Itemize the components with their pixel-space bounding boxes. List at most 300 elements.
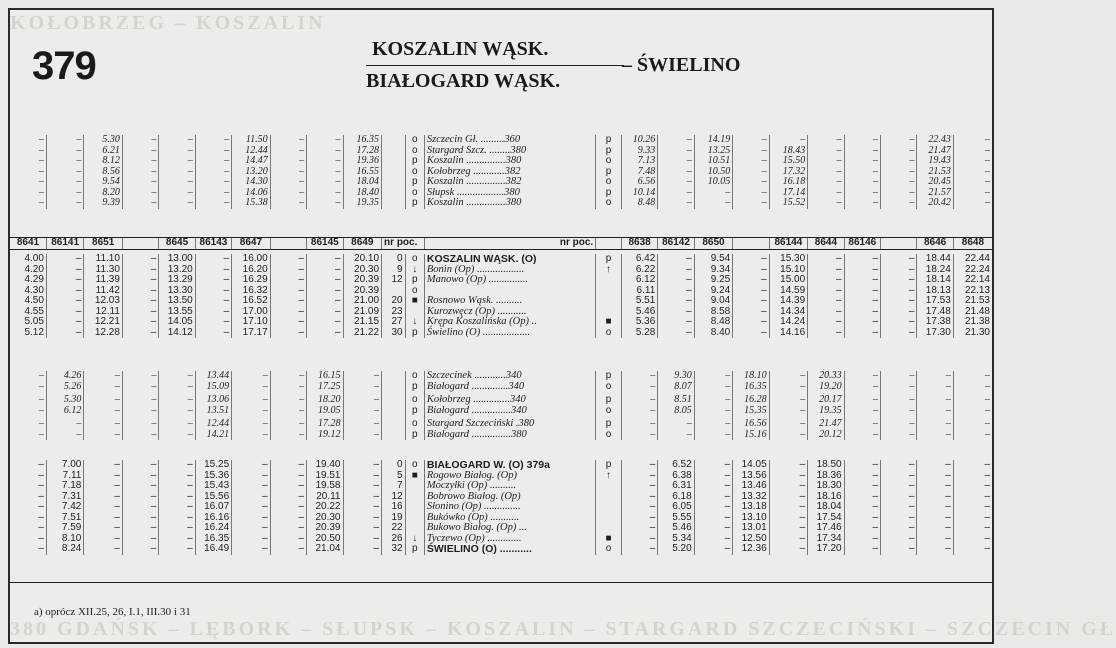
station-name: Białogard ..............340 <box>424 382 595 393</box>
time-cell: 6.42 <box>621 254 657 265</box>
station-name: Kołobrzeg ............382 <box>424 167 595 178</box>
time-cell: – <box>881 156 917 167</box>
time-cell: – <box>122 146 158 157</box>
time-cell: – <box>769 392 808 406</box>
time-cell: 15.38 <box>232 198 271 209</box>
direction-marker: o <box>596 177 622 188</box>
time-cell: – <box>881 544 917 555</box>
station-name: Słonino (Op) .............. <box>424 502 595 513</box>
direction-marker: o <box>405 416 424 430</box>
time-cell: 18.50 <box>808 460 844 471</box>
time-cell: 22.13 <box>953 286 992 297</box>
time-cell: – <box>844 492 880 503</box>
time-cell: – <box>881 135 917 146</box>
time-cell: – <box>658 188 694 199</box>
time-cell: 8.58 <box>694 307 733 318</box>
time-cell: 14.39 <box>769 296 808 307</box>
time-cell: – <box>917 471 953 482</box>
time-cell: 22.43 <box>917 135 953 146</box>
time-cell: – <box>159 135 195 146</box>
time-cell: 7.42 <box>46 502 83 513</box>
direction-marker: o <box>596 406 622 417</box>
time-cell: – <box>694 471 733 482</box>
table-row <box>10 481 992 492</box>
time-cell: 15.30 <box>769 254 808 265</box>
time-cell: 16.32 <box>232 286 271 297</box>
time-cell: – <box>953 430 992 441</box>
km-cell <box>382 188 406 199</box>
time-cell: – <box>844 265 880 276</box>
time-cell: – <box>808 135 844 146</box>
time-cell: – <box>270 481 306 492</box>
time-cell: 17.32 <box>769 167 808 178</box>
train-number <box>733 238 769 250</box>
time-cell: – <box>844 471 880 482</box>
time-cell: 5.34 <box>658 534 694 545</box>
time-cell: – <box>122 492 158 503</box>
time-cell: 12.28 <box>84 328 123 339</box>
time-cell: 12.11 <box>84 307 123 318</box>
time-cell: – <box>159 156 195 167</box>
direction-marker <box>405 502 424 513</box>
time-cell: 21.47 <box>808 416 844 430</box>
time-cell: – <box>343 382 382 393</box>
time-cell: 5.05 <box>24 316 44 327</box>
direction-marker: ↑ <box>596 471 622 482</box>
time-cell: – <box>917 513 953 524</box>
time-cell: – <box>307 177 343 188</box>
time-cell: 17.28 <box>307 416 343 430</box>
time-cell: – <box>270 296 306 307</box>
time-cell: – <box>881 492 917 503</box>
time-cell: – <box>307 156 343 167</box>
time-cell: – <box>38 404 44 416</box>
time-cell: 17.14 <box>769 188 808 199</box>
time-cell: – <box>881 328 917 339</box>
time-cell: – <box>38 501 44 512</box>
time-cell: 15.52 <box>769 198 808 209</box>
time-cell: – <box>232 471 271 482</box>
time-cell: – <box>270 328 306 339</box>
time-cell: – <box>84 371 123 382</box>
direction-marker: p <box>405 156 424 167</box>
time-cell: – <box>270 286 306 297</box>
time-cell: – <box>621 492 657 503</box>
time-cell: – <box>343 371 382 382</box>
time-cell: 16.52 <box>232 296 271 307</box>
time-cell: 17.00 <box>232 307 271 318</box>
time-cell: 16.00 <box>232 254 271 265</box>
train-number: 8641 <box>10 238 46 250</box>
time-cell: – <box>733 328 769 339</box>
time-cell: 21.04 <box>307 544 343 555</box>
time-cell: – <box>159 460 195 471</box>
time-cell: – <box>38 370 44 381</box>
time-cell: – <box>621 502 657 513</box>
time-cell: 10.14 <box>621 188 657 199</box>
direction-marker: ↑ <box>596 265 622 276</box>
time-cell: – <box>953 167 992 178</box>
time-cell: – <box>38 197 44 208</box>
time-cell: – <box>270 523 306 534</box>
station-name: Koszalin ...............382 <box>424 177 595 188</box>
time-cell: 13.32 <box>733 492 769 503</box>
station-name: Bonin (Op) .................. <box>424 265 595 276</box>
time-cell: 6.31 <box>658 481 694 492</box>
train-number: 86146 <box>844 238 880 250</box>
time-cell: – <box>769 513 808 524</box>
time-cell: – <box>270 146 306 157</box>
time-cell: – <box>953 382 992 393</box>
train-number: 8648 <box>953 238 992 250</box>
time-cell: 20.30 <box>343 265 382 276</box>
train-number-label <box>596 238 622 250</box>
time-cell: – <box>122 406 158 417</box>
time-cell: – <box>621 416 657 430</box>
time-cell: – <box>270 167 306 178</box>
time-cell: – <box>270 177 306 188</box>
time-cell: – <box>808 167 844 178</box>
time-cell: 11.30 <box>84 265 123 276</box>
time-cell: – <box>808 188 844 199</box>
time-cell: – <box>270 188 306 199</box>
time-cell: – <box>953 406 992 417</box>
time-cell: 16.16 <box>195 513 231 524</box>
station-name: Szczecinek ............340 <box>424 371 595 382</box>
km-cell: 7 <box>382 481 406 492</box>
time-cell: 9.30 <box>658 371 694 382</box>
time-cell: 20.50 <box>307 534 343 545</box>
time-cell: – <box>307 198 343 209</box>
time-cell: – <box>38 165 44 177</box>
time-cell: – <box>159 382 195 393</box>
time-cell: 11.50 <box>232 135 271 146</box>
time-cell: – <box>769 382 808 393</box>
time-cell: – <box>46 188 83 199</box>
time-cell: – <box>917 534 953 545</box>
direction-marker: o <box>405 254 424 265</box>
time-cell: – <box>122 392 158 406</box>
time-cell: – <box>621 392 657 406</box>
time-cell: – <box>621 523 657 534</box>
time-cell: – <box>46 416 83 430</box>
time-cell: – <box>232 416 271 430</box>
time-cell: – <box>122 198 158 209</box>
time-cell: 13.51 <box>195 406 231 417</box>
time-cell: – <box>621 460 657 471</box>
direction-marker: ■ <box>596 317 622 328</box>
time-cell: 20.12 <box>808 430 844 441</box>
time-cell: 8.56 <box>84 167 123 178</box>
time-cell: – <box>38 155 44 166</box>
direction-marker: o <box>405 146 424 157</box>
time-cell: – <box>232 481 271 492</box>
time-cell: 9.39 <box>84 198 123 209</box>
time-cell: – <box>658 430 694 441</box>
time-cell: – <box>270 460 306 471</box>
table-row <box>10 502 992 513</box>
table-row <box>10 317 992 328</box>
time-cell: – <box>307 167 343 178</box>
time-cell: 19.40 <box>307 460 343 471</box>
time-cell: – <box>658 177 694 188</box>
time-cell: 9.54 <box>84 177 123 188</box>
train-number <box>270 238 306 250</box>
time-cell: – <box>159 523 195 534</box>
time-cell: 13.10 <box>733 513 769 524</box>
table-row <box>10 296 992 307</box>
time-cell: 7.11 <box>46 471 83 482</box>
time-cell: 13.20 <box>159 265 195 276</box>
direction-marker: p <box>596 460 622 471</box>
time-cell: – <box>195 275 231 286</box>
time-cell: – <box>881 286 917 297</box>
time-cell: 18.30 <box>808 481 844 492</box>
time-cell: – <box>881 406 917 417</box>
time-cell: – <box>844 544 880 555</box>
time-cell: – <box>159 167 195 178</box>
time-cell: – <box>195 307 231 318</box>
station-name: Krępa Koszalińska (Op) .. <box>424 317 595 328</box>
time-cell: – <box>881 523 917 534</box>
station-name: Tyczewo (Op) ............. <box>424 534 595 545</box>
time-cell: 12.50 <box>733 534 769 545</box>
time-cell: – <box>84 544 123 555</box>
time-cell: – <box>953 471 992 482</box>
time-cell: – <box>808 177 844 188</box>
time-cell: – <box>881 167 917 178</box>
time-cell: 13.00 <box>159 254 195 265</box>
time-cell: – <box>343 481 382 492</box>
time-cell: – <box>881 481 917 492</box>
time-cell: – <box>122 296 158 307</box>
time-cell: – <box>270 307 306 318</box>
time-cell: – <box>307 146 343 157</box>
time-cell: – <box>769 430 808 441</box>
time-cell: – <box>122 481 158 492</box>
time-cell: 8.07 <box>658 382 694 393</box>
time-cell: – <box>808 286 844 297</box>
time-cell: 6.12 <box>46 406 83 417</box>
direction-marker: ↓ <box>405 534 424 545</box>
time-cell: – <box>270 502 306 513</box>
direction-marker: o <box>596 544 622 555</box>
time-cell: – <box>122 523 158 534</box>
km-cell: 27 <box>382 317 406 328</box>
time-cell: 13.25 <box>694 146 733 157</box>
time-cell: – <box>917 523 953 534</box>
time-cell: 9.34 <box>694 265 733 276</box>
time-cell: – <box>232 502 271 513</box>
direction-marker <box>596 481 622 492</box>
time-cell: – <box>733 156 769 167</box>
time-cell: – <box>159 198 195 209</box>
time-cell: – <box>38 459 44 470</box>
time-cell: 8.10 <box>46 534 83 545</box>
time-cell: – <box>694 523 733 534</box>
time-cell: 19.58 <box>307 481 343 492</box>
time-cell: – <box>84 430 123 441</box>
km-cell <box>382 156 406 167</box>
time-cell: – <box>46 328 83 339</box>
km-cell: 9 <box>382 265 406 276</box>
time-cell: 7.13 <box>621 156 657 167</box>
time-cell: – <box>270 392 306 406</box>
time-cell: – <box>844 328 880 339</box>
time-cell: 15.25 <box>195 460 231 471</box>
direction-marker: o <box>596 328 622 339</box>
time-cell: 22.44 <box>953 254 992 265</box>
time-cell: 19.20 <box>808 382 844 393</box>
time-cell: – <box>307 254 343 265</box>
table-row <box>10 198 992 209</box>
time-cell: – <box>953 198 992 209</box>
time-cell: 5.30 <box>84 135 123 146</box>
time-cell: – <box>307 265 343 276</box>
time-cell: – <box>769 544 808 555</box>
time-cell: – <box>307 307 343 318</box>
time-cell: 17.46 <box>808 523 844 534</box>
time-cell: – <box>733 135 769 146</box>
time-cell: – <box>844 156 880 167</box>
time-cell: – <box>658 254 694 265</box>
time-cell: – <box>159 492 195 503</box>
direction-marker: ■ <box>596 534 622 545</box>
table-row <box>10 544 992 555</box>
time-cell: 5.12 <box>24 326 44 338</box>
time-cell: – <box>122 534 158 545</box>
time-cell: – <box>844 286 880 297</box>
time-cell: 9.25 <box>694 275 733 286</box>
km-cell: 19 <box>382 513 406 524</box>
table-row <box>10 328 992 339</box>
train-number: 8645 <box>159 238 195 250</box>
station-name: KOSZALIN WĄSK. (O) <box>424 254 595 265</box>
time-cell: – <box>84 513 123 524</box>
time-cell: 16.35 <box>195 534 231 545</box>
time-cell: 19.51 <box>307 471 343 482</box>
time-cell: 20.22 <box>307 502 343 513</box>
time-cell: – <box>844 135 880 146</box>
train-number: 86143 <box>195 238 231 250</box>
time-cell: – <box>658 265 694 276</box>
time-cell: – <box>733 177 769 188</box>
time-cell: 21.00 <box>343 296 382 307</box>
time-cell: – <box>621 430 657 441</box>
time-cell: – <box>953 416 992 430</box>
table-bottom-rule <box>10 582 992 583</box>
direction-marker: o <box>596 430 622 441</box>
time-cell: – <box>694 544 733 555</box>
time-cell: – <box>808 317 844 328</box>
time-cell: 12.36 <box>733 544 769 555</box>
direction-marker: ■ <box>405 471 424 482</box>
station-name: Białogard ...............380 <box>424 430 595 441</box>
time-cell: – <box>38 522 44 533</box>
time-cell: – <box>844 167 880 178</box>
time-cell: 11.42 <box>84 286 123 297</box>
time-cell: – <box>195 188 231 199</box>
time-cell: – <box>953 523 992 534</box>
time-cell: 14.19 <box>694 135 733 146</box>
direction-marker: o <box>405 167 424 178</box>
direction-marker: p <box>405 430 424 441</box>
time-cell: 20.45 <box>917 177 953 188</box>
time-cell: – <box>881 198 917 209</box>
km-cell <box>382 382 406 393</box>
km-cell: 12 <box>382 275 406 286</box>
time-cell: – <box>881 307 917 318</box>
time-cell: – <box>159 392 195 406</box>
km-cell: 12 <box>382 492 406 503</box>
time-cell: – <box>881 430 917 441</box>
station-name: BIAŁOGARD W. (O) 379a <box>424 460 595 471</box>
km-cell <box>382 167 406 178</box>
time-cell: – <box>808 254 844 265</box>
time-cell: – <box>917 492 953 503</box>
time-cell: – <box>881 146 917 157</box>
time-cell: 17.54 <box>808 513 844 524</box>
direction-marker: o <box>405 392 424 406</box>
time-cell: – <box>881 296 917 307</box>
time-cell: 13.30 <box>159 286 195 297</box>
direction-marker: o <box>405 286 424 297</box>
time-cell: – <box>881 371 917 382</box>
time-cell: 5.55 <box>658 513 694 524</box>
station-name: Koszalin ...............380 <box>424 198 595 209</box>
station-name: Stargard Szcz. ........380 <box>424 146 595 157</box>
time-cell: 14.12 <box>159 328 195 339</box>
time-cell: 21.53 <box>953 296 992 307</box>
time-cell: – <box>270 371 306 382</box>
time-cell: – <box>844 523 880 534</box>
time-cell: – <box>122 286 158 297</box>
time-cell: 17.20 <box>808 544 844 555</box>
time-cell: – <box>122 275 158 286</box>
train-number: 8647 <box>232 238 271 250</box>
direction-marker: o <box>405 371 424 382</box>
km-cell <box>382 392 406 406</box>
time-cell: 6.05 <box>658 502 694 513</box>
time-cell: – <box>270 135 306 146</box>
station-name: Białogard ...............340 <box>424 406 595 417</box>
time-cell: – <box>159 177 195 188</box>
direction-marker: p <box>405 275 424 286</box>
time-cell: 6.22 <box>621 265 657 276</box>
time-cell: – <box>917 371 953 382</box>
time-cell: – <box>769 371 808 382</box>
time-cell: – <box>232 513 271 524</box>
time-cell: 7.18 <box>46 481 83 492</box>
time-cell: – <box>46 275 83 286</box>
spacer: nr poc. <box>424 238 595 250</box>
time-cell: – <box>694 481 733 492</box>
time-cell: – <box>84 471 123 482</box>
time-cell: – <box>953 534 992 545</box>
time-cell: – <box>694 502 733 513</box>
time-cell: 8.48 <box>621 198 657 209</box>
station-name: Słupsk ..................380 <box>424 188 595 199</box>
time-cell: – <box>270 275 306 286</box>
station-name: ŚWIELINO (O) ........... <box>424 544 595 555</box>
time-cell: – <box>953 371 992 382</box>
time-cell: – <box>122 265 158 276</box>
time-cell: – <box>953 544 992 555</box>
connections-table <box>10 135 992 209</box>
direction-marker: ↓ <box>405 317 424 328</box>
time-cell: – <box>733 275 769 286</box>
km-cell <box>382 146 406 157</box>
